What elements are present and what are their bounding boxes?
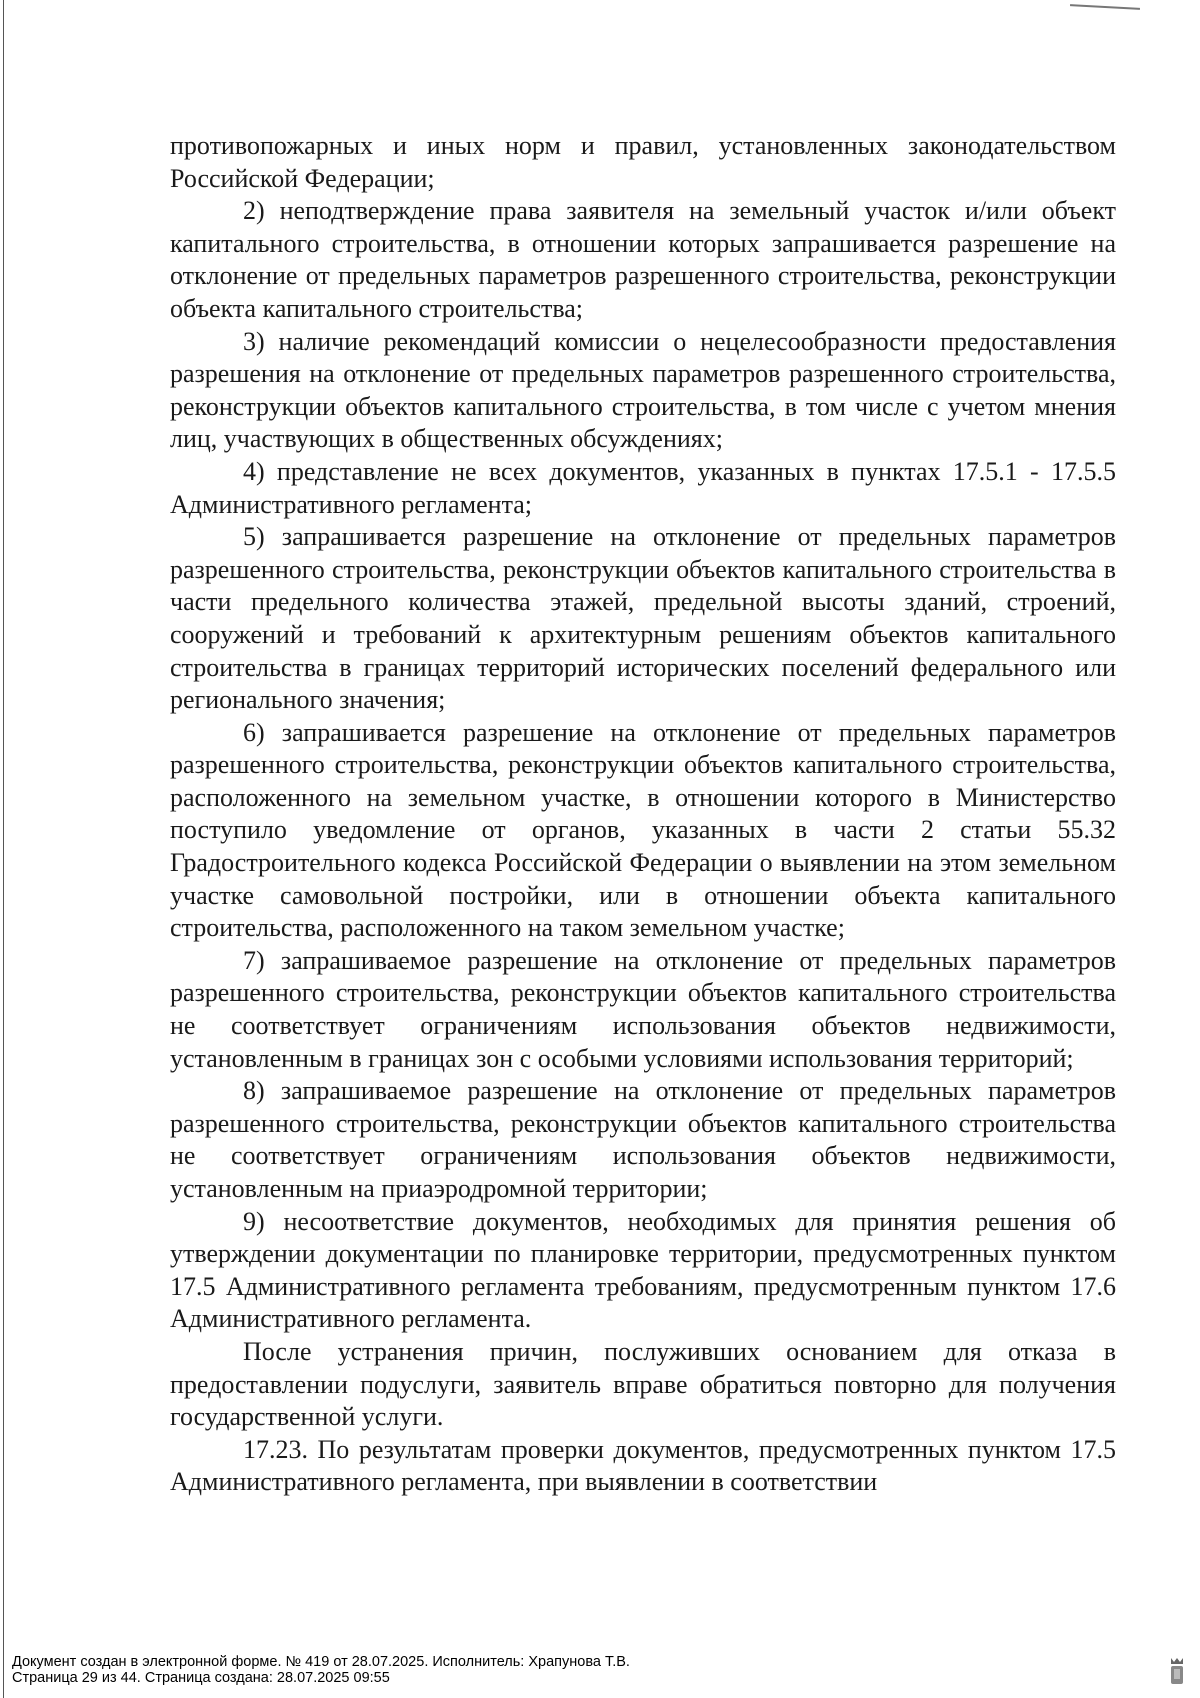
paragraph-continuation: противопожарных и иных норм и правил, установленных законодательством Российской Федерации;	[170, 131, 1116, 193]
list-item-6: 6) запрашивается разрешение на отклонение от предельных параметров разрешенного строительства, реконструкции объектов капитального строительства, расположенного на земельном участке, в отношении которого в Министерство поступило уведомление от органов, указанных в части 2 статьи 55.32 Градостроительного кодекса Российской Федерации о выявлении на этом земельном участке самовольной постройки, или в отношении объекта капитального строительства, расположенного на таком земельном участке;	[170, 717, 1116, 943]
list-item-8: 8) запрашиваемое разрешение на отклонение от предельных параметров разрешенного строительства, реконструкции объектов капитального строительства не соответствует ограничениям использования объектов недвижимости, установленным на приаэродромной территории;	[170, 1076, 1116, 1203]
list-item-7: 7) запрашиваемое разрешение на отклонение от предельных параметров разрешенного строительства, реконструкции объектов капитального строительства не соответствует ограничениям использования объектов недвижимости, установленным в границах зон с особыми условиями использования территорий;	[170, 945, 1116, 1073]
coat-of-arms-icon	[1168, 1656, 1186, 1686]
document-footer	[12, 1654, 630, 1686]
list-item-9: 9) несоответствие документов, необходимых для принятия решения об утверждении документации по планировке территории, предусмотренных пунктом 17.5 Административного регламента требованиям, предусмотренным пунктом 17.6 Административного регламента.	[170, 1206, 1116, 1334]
list-item-5: 5) запрашивается разрешение на отклонение от предельных параметров разрешенного строительства, реконструкции объектов капитального строительства в части предельного количества этажей, предельной высоты зданий, строений, сооружений и требований к архитектурным решениям объектов капитального строительства в границах территорий исторических поселений федерального или регионального значения;	[170, 522, 1116, 715]
scan-artifact	[1070, 4, 1140, 10]
paragraph-after-list: После устранения причин, послуживших основанием для отказа в предоставлении подуслуги, заявитель вправе обратиться повторно для получения государственной услуги.	[170, 1336, 1116, 1432]
paragraph-17-23: 17.23. По результатам проверки документов, предусмотренных пунктом 17.5 Административного регламента, при выявлении в соответствии	[170, 1434, 1116, 1497]
footer-page-info: Страница 29 из 44. Страница создана: 28.07.2025 09:55	[12, 1670, 390, 1686]
scan-edge	[3, 0, 4, 1698]
list-item-3: 3) наличие рекомендаций комиссии о нецелесообразности предоставления разрешения на отклонение от предельных параметров разрешенного строительства, реконструкции объектов капитального строительства, в том числе с учетом мнения лиц, участвующих в общественных обсуждениях;	[170, 326, 1116, 454]
footer-document-info: Документ создан в электронной форме. № 419 от 28.07.2025. Исполнитель: Храпунова Т.В.	[12, 1654, 630, 1670]
document-body	[170, 130, 1116, 1499]
list-item-2: 2) неподтверждение права заявителя на земельный участок и/или объект капитального строительства, в отношении которых запрашивается разрешение на отклонение от предельных параметров разрешенного строительства, реконструкции объекта капитального строительства;	[170, 196, 1116, 323]
list-item-4: 4) представление не всех документов, указанных в пунктах 17.5.1 - 17.5.5 Административного регламента;	[170, 456, 1116, 519]
